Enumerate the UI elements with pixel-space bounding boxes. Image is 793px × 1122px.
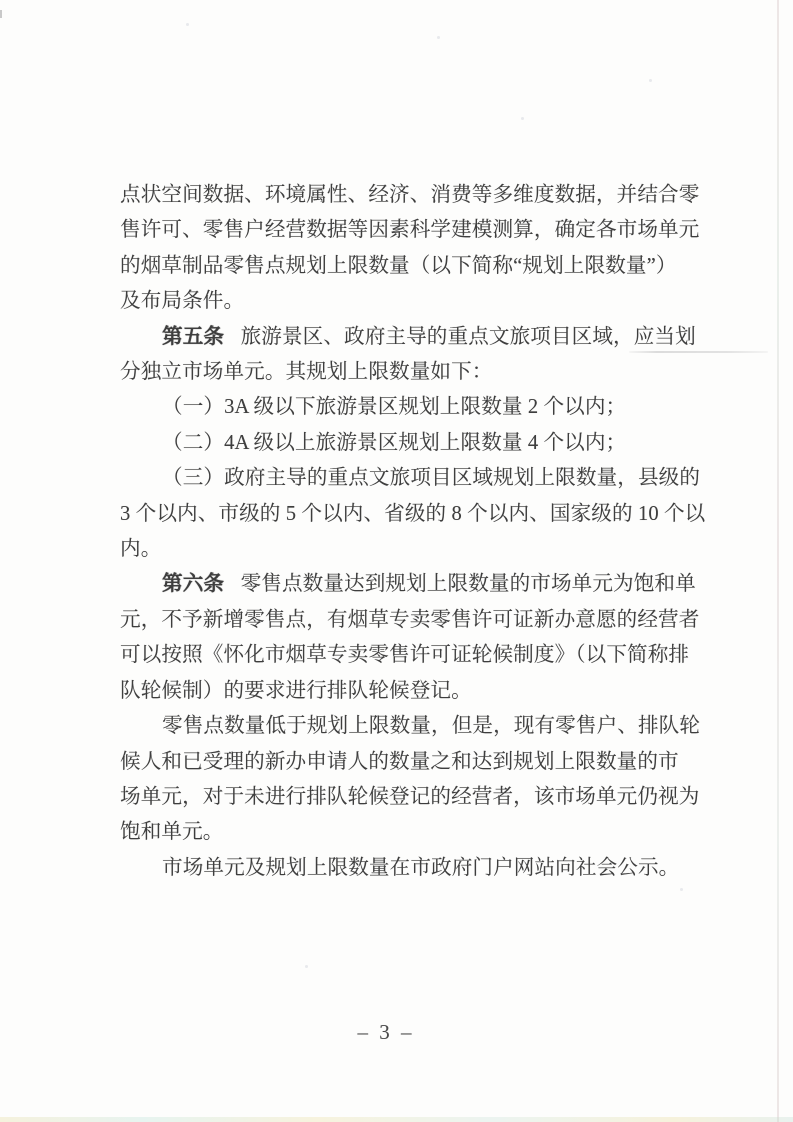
scan-speck xyxy=(186,23,189,26)
text-line xyxy=(120,851,720,886)
text-line xyxy=(120,320,720,355)
scan-speck xyxy=(521,117,524,120)
text-segment: 饱和单元。 xyxy=(120,821,224,844)
text-line xyxy=(120,390,720,425)
scan-artifact-horizontal-line xyxy=(629,351,768,353)
text-line xyxy=(120,815,720,850)
page-number: – 3 – xyxy=(357,1020,415,1044)
text-line xyxy=(120,567,720,602)
text-segment: （二）4A 级以上旅游景区规划上限数量 4 个以内； xyxy=(162,431,627,454)
text-line xyxy=(120,426,720,461)
text-line xyxy=(120,178,720,213)
text-segment: 分独立市场单元。其规划上限数量如下： xyxy=(120,361,493,384)
text-segment: 内。 xyxy=(120,538,162,561)
text-line xyxy=(120,355,720,390)
article-heading: 第五条 xyxy=(162,325,225,348)
text-line xyxy=(120,249,720,284)
scan-speck xyxy=(649,79,652,82)
text-line xyxy=(120,745,720,780)
text-segment: 的烟草制品零售点规划上限数量（以下简称“规划上限数量”） xyxy=(120,254,677,277)
text-segment: 点状空间数据、环境属性、经济、消费等多维度数据，并结合零 xyxy=(120,184,700,206)
document-body-text xyxy=(120,178,720,886)
text-line xyxy=(120,603,720,638)
text-segment: 市场单元及规划上限数量在市政府门户网站向社会公示。 xyxy=(162,856,680,879)
text-line xyxy=(120,532,720,567)
scan-artifact-edge-notch xyxy=(0,10,2,18)
text-segment: 元，不予新增零售点，有烟草专卖零售许可证新办意愿的经营者 xyxy=(120,608,700,631)
text-line xyxy=(120,638,720,673)
text-line xyxy=(120,780,720,815)
scan-artifact-bottom-edge xyxy=(0,1117,793,1122)
text-line xyxy=(120,284,720,319)
text-line xyxy=(120,709,720,744)
text-segment: （一）3A 级以下旅游景区规划上限数量 2 个以内； xyxy=(162,396,627,419)
text-line xyxy=(120,497,720,532)
text-segment: 旅游景区、政府主导的重点文旅项目区域，应当划 xyxy=(240,325,696,348)
text-segment: 候人和已受理的新办申请人的数量之和达到规划上限数量的市 xyxy=(120,750,679,773)
text-segment: （三）政府主导的重点文旅项目区域规划上限数量，县级的 xyxy=(162,467,701,490)
text-line xyxy=(120,213,720,248)
text-segment: 3 个以内、市级的 5 个以内、省级的 8 个以内、国家级的 10 个以 xyxy=(120,502,706,525)
text-segment: 队轮候制）的要求进行排队轮候登记。 xyxy=(120,679,472,702)
text-line xyxy=(120,461,720,496)
scan-artifact-right-edge-line xyxy=(777,0,779,1122)
text-segment: 零售点数量达到规划上限数量的市场单元为饱和单 xyxy=(240,573,696,596)
article-heading: 第六条 xyxy=(162,573,225,596)
text-segment: 场单元，对于未进行排队轮候登记的经营者，该市场单元仍视为 xyxy=(120,785,700,808)
text-segment: 零售点数量低于规划上限数量，但是，现有零售户、排队轮 xyxy=(162,715,701,738)
text-segment: 及布局条件。 xyxy=(120,290,245,313)
text-segment: 售许可、零售户经营数据等因素科学建模测算，确定各市场单元 xyxy=(120,219,700,242)
scan-speck xyxy=(305,965,308,968)
scan-speck xyxy=(437,36,440,39)
text-line xyxy=(120,674,720,709)
scan-speck xyxy=(680,888,683,891)
text-segment: 可以按照《怀化市烟草专卖零售许可证轮候制度》（以下简称排 xyxy=(120,644,690,667)
